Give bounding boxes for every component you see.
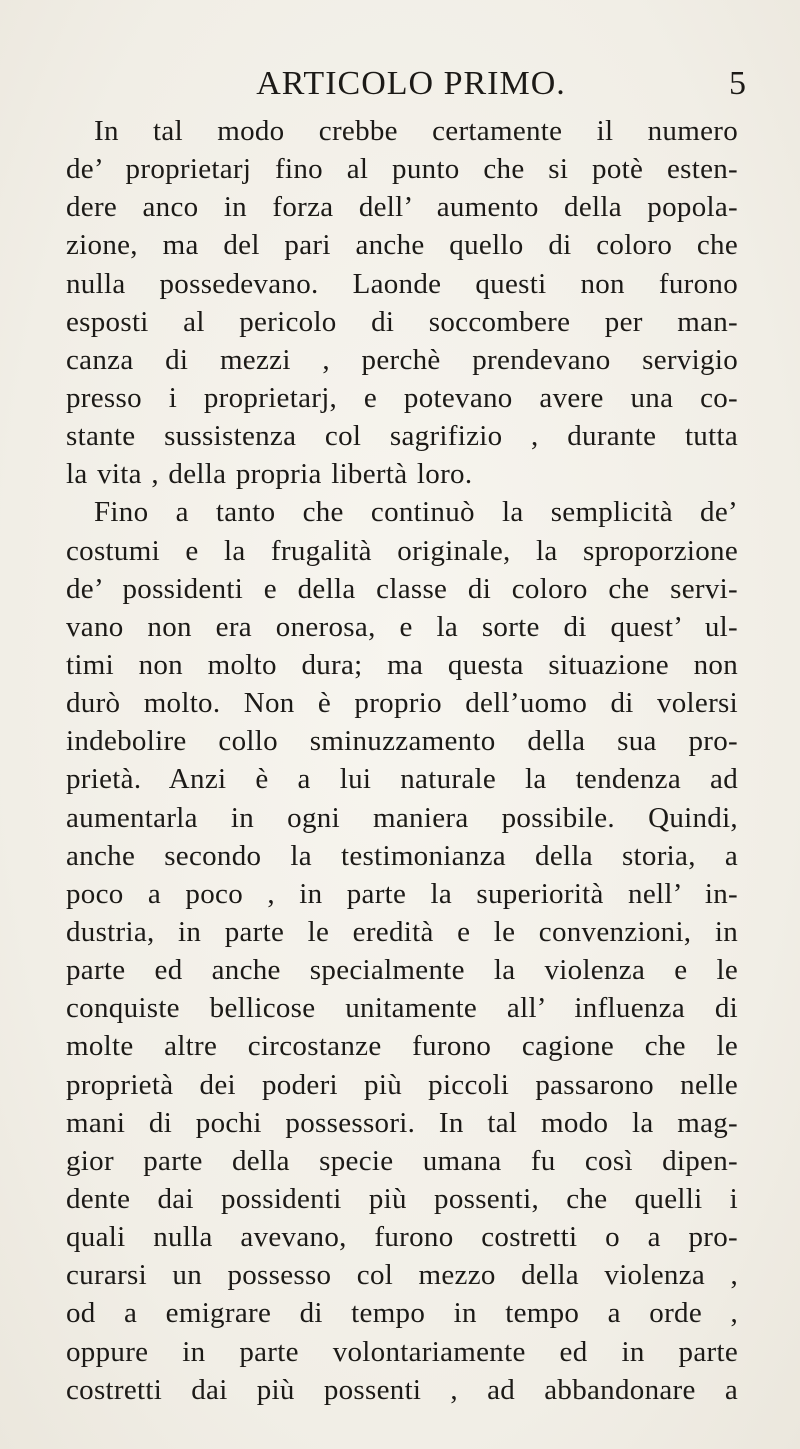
text-line: costretti dai più possenti , ad abbandonare a bbox=[66, 1373, 738, 1406]
text-line: parte ed anche specialmente la violenza e le bbox=[66, 954, 738, 987]
text-line: In tal modo crebbe certamente il numero bbox=[94, 115, 738, 147]
text-line: vano non era onerosa, e la sorte di quest’ ul- bbox=[66, 610, 738, 643]
text-line: dustria, in parte le eredità e le convenzioni, in bbox=[66, 915, 738, 948]
running-title: ARTICOLO PRIMO. bbox=[256, 65, 566, 102]
page-number: 5 bbox=[729, 65, 746, 102]
text-line: quali nulla avevano, furono costretti o a pro- bbox=[66, 1221, 738, 1254]
text-line: curarsi un possesso col mezzo della violenza , bbox=[66, 1259, 738, 1292]
text-line: indebolire collo sminuzzamento della sua pro- bbox=[66, 725, 738, 758]
text-line: stante sussistenza col sagrifizio , durante tutta bbox=[66, 420, 738, 453]
body-text bbox=[66, 112, 738, 1409]
text-line: esposti al pericolo di soccombere per man- bbox=[66, 305, 738, 338]
text-line: de’ possidenti e della classe di coloro che servi- bbox=[66, 572, 738, 605]
text-line: timi non molto dura; ma questa situazione non bbox=[66, 648, 738, 681]
text-line: durò molto. Non è proprio dell’uomo di volersi bbox=[66, 687, 738, 720]
text-line: dere anco in forza dell’ aumento della popola- bbox=[66, 191, 738, 224]
text-line: od a emigrare di tempo in tempo a orde , bbox=[66, 1297, 738, 1330]
text-line: zione, ma del pari anche quello di coloro che bbox=[66, 229, 738, 262]
text-line: canza di mezzi , perchè prendevano servigio bbox=[66, 343, 738, 376]
text-line: aumentarla in ogni maniera possibile. Quindi, bbox=[66, 801, 738, 834]
text-line: gior parte della specie umana fu così dipen- bbox=[66, 1144, 738, 1177]
text-line: conquiste bellicose unitamente all’ influenza di bbox=[66, 992, 738, 1025]
text-line: dente dai possidenti più possenti, che quelli i bbox=[66, 1182, 738, 1215]
text-line: costumi e la frugalità originale, la sproporzione bbox=[66, 534, 738, 567]
text-line: oppure in parte volontariamente ed in parte bbox=[66, 1335, 738, 1368]
text-line: prietà. Anzi è a lui naturale la tendenza ad bbox=[66, 763, 738, 796]
text-line: molte altre circostanze furono cagione che le bbox=[66, 1030, 738, 1063]
text-line: de’ proprietarj fino al punto che si potè esten- bbox=[66, 153, 738, 186]
text-line: la vita , della propria libertà loro. bbox=[66, 458, 473, 491]
text-line: presso i proprietarj, e potevano avere una co- bbox=[66, 381, 738, 414]
text-line: mani di pochi possessori. In tal modo la mag- bbox=[66, 1106, 738, 1139]
text-line: anche secondo la testimonianza della storia, a bbox=[66, 839, 738, 872]
text-line: nulla possedevano. Laonde questi non furono bbox=[66, 267, 738, 300]
text-line: proprietà dei poderi più piccoli passarono nelle bbox=[66, 1068, 738, 1101]
text-line: Fino a tanto che continuò la semplicità de’ bbox=[94, 496, 738, 529]
text-line: poco a poco , in parte la superiorità nell’ in- bbox=[66, 877, 738, 910]
running-head bbox=[66, 62, 746, 106]
